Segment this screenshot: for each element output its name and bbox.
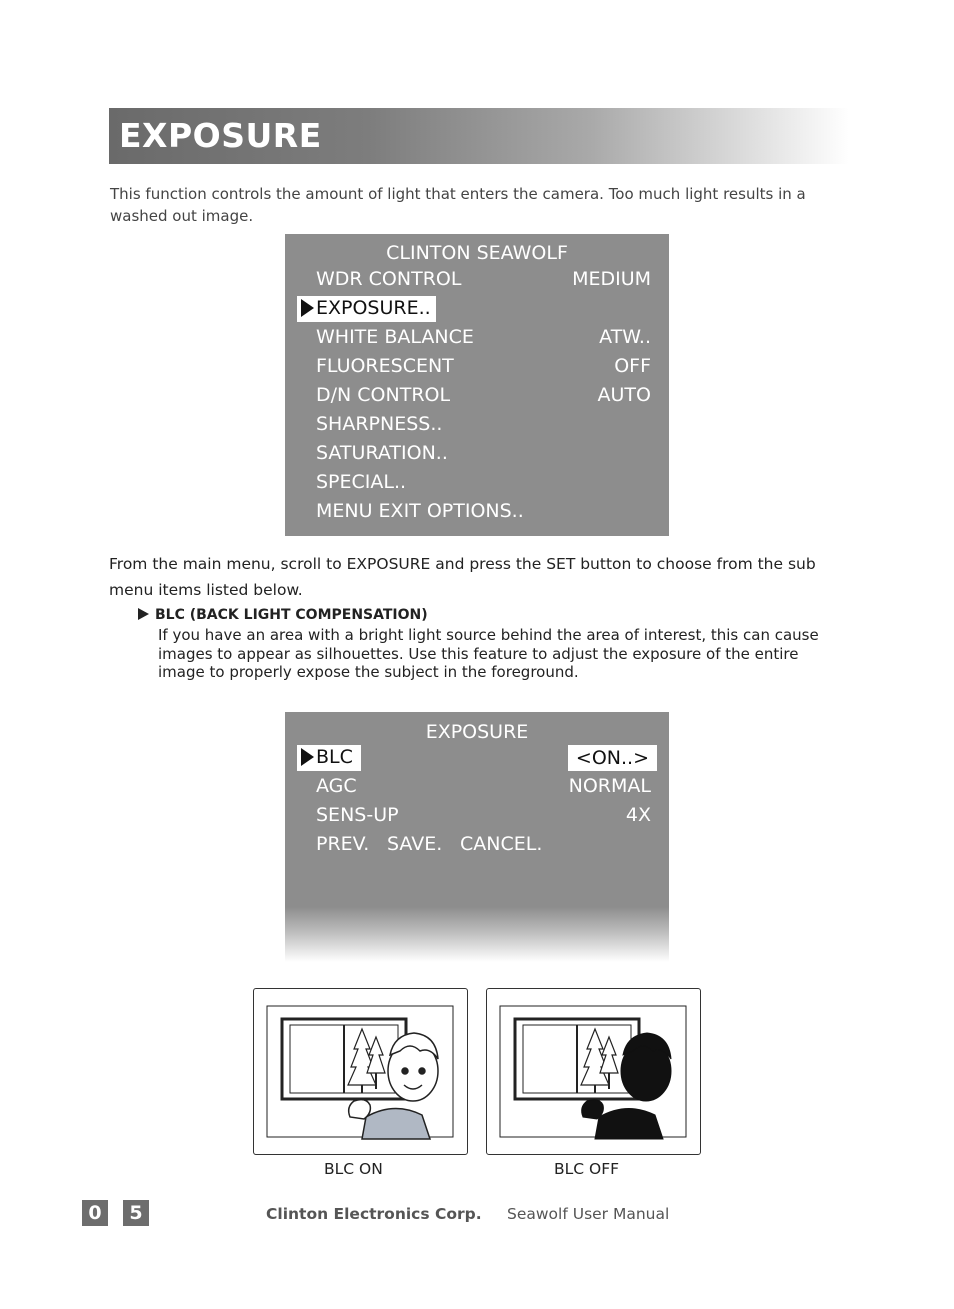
menu-item-label: MENU EXIT OPTIONS.. [316,500,524,522]
cursor-arrow-icon [301,299,314,317]
intro-text: This function controls the amount of light that enters the camera. Too much light results in a washed out image. [110,185,806,225]
menu-item-label: SPECIAL.. [316,471,407,493]
menu-item-label: BLC [316,746,353,768]
prev-action: PREV. [316,833,370,855]
menu-item-fluorescent [316,355,651,381]
menu-item-dn-control [316,384,651,410]
menu-item-value: OFF [614,355,651,377]
save-action: SAVE. [387,833,443,855]
menu-item-blc-selected [297,745,361,771]
blc-off-drawing [487,989,700,1154]
menu-item-exposure-selected [297,296,436,322]
menu-item-value: ATW.. [599,326,651,348]
section-banner [109,108,849,164]
menu-item-special [316,471,651,497]
menu-item-agc [316,775,651,801]
menu-item-label: WDR CONTROL [316,268,462,290]
menu-item-sens-up [316,804,651,830]
blc-off-caption: BLC OFF [554,1160,620,1178]
footer-company: Clinton Electronics Corp. [266,1205,482,1223]
blc-on-drawing [254,989,467,1154]
menu-item-wdr-control [316,268,651,294]
menu-item-label: EXPOSURE.. [316,297,431,319]
blc-value-selected: <ON..> [568,745,657,771]
osd-menu-title: EXPOSURE [425,721,529,743]
blc-on-caption: BLC ON [324,1160,383,1178]
blc-heading [138,607,428,623]
menu-item-menu-exit-options [316,500,651,526]
menu-item-sharpness [316,413,651,439]
menu-item-value: 4X [625,804,651,826]
cancel-action: CANCEL. [460,833,543,855]
page-number-digit: 0 [82,1200,108,1226]
bullet-triangle-icon [138,608,149,620]
menu-actions-row [316,833,651,859]
menu-item-saturation [316,442,651,468]
menu-item-label: D/N CONTROL [316,384,451,406]
menu-item-white-balance [316,326,651,352]
menu-item-label: SENS-UP [316,804,399,826]
page-title: EXPOSURE [119,116,322,155]
menu-item-value: NORMAL [568,775,651,797]
menu-item-label: FLUORESCENT [316,355,454,377]
menu-item-value: MEDIUM [572,268,651,290]
blc-description: If you have an area with a bright light source behind the area of interest, this can cause images to appear as silhouettes. Use this feature to adjust the exposure of the entire image to properly expose the subject in the foreground. [158,626,819,681]
main-osd-menu [285,234,669,536]
footer-manual-title: Seawolf User Manual [507,1205,670,1223]
osd-menu-title: CLINTON SEAWOLF [386,242,568,264]
menu-item-value: AUTO [597,384,651,406]
cursor-arrow-icon [301,748,314,766]
page-number-digit: 5 [123,1200,149,1226]
exposure-osd-menu [285,712,669,962]
menu-item-label: SATURATION.. [316,442,448,464]
menu-item-label: WHITE BALANCE [316,326,474,348]
instruction-text: From the main menu, scroll to EXPOSURE and press the SET button to choose from the sub menu items listed below. [109,555,816,599]
blc-heading-text: BLC (BACK LIGHT COMPENSATION) [155,607,428,623]
menu-item-label: AGC [316,775,357,797]
blc-on-illustration [253,988,468,1155]
blc-off-illustration [486,988,701,1155]
menu-item-label: SHARPNESS.. [316,413,443,435]
